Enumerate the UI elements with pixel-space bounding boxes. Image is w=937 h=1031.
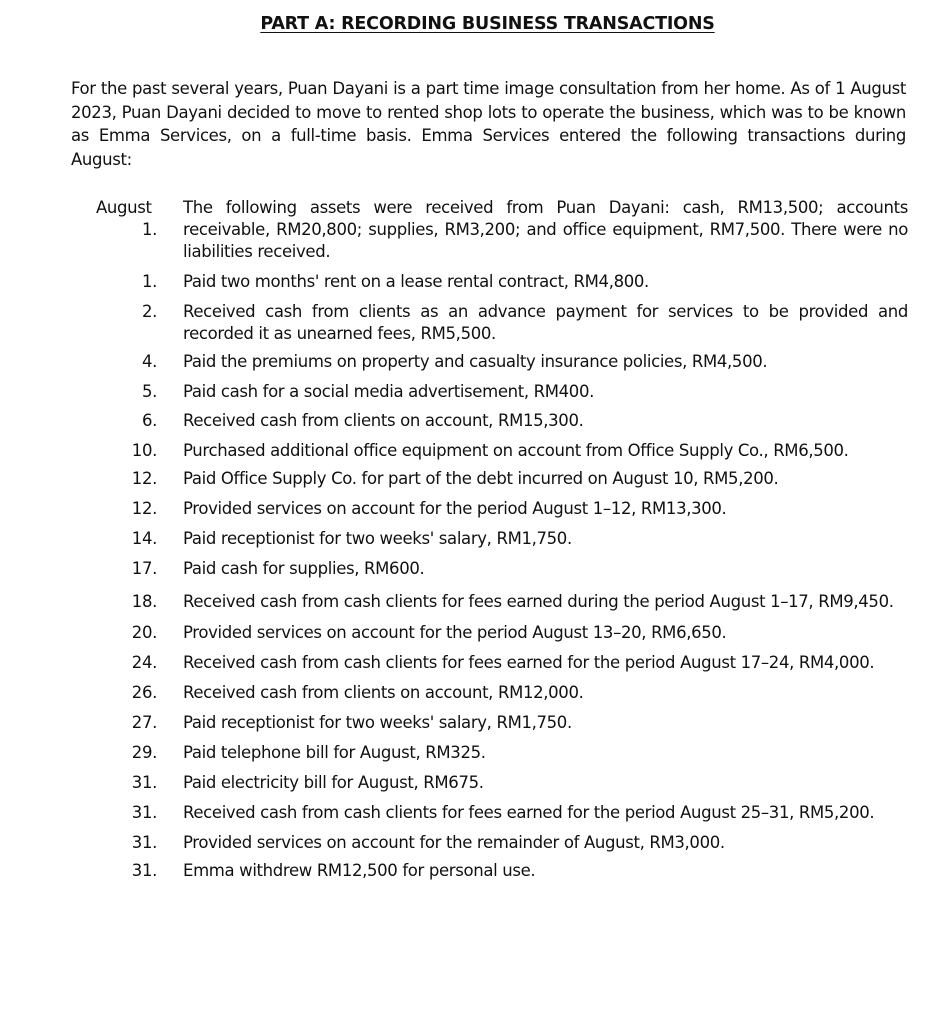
transaction-day: 31. <box>131 833 157 852</box>
transaction-day: 14. <box>131 529 157 548</box>
transaction-text: Paid cash for supplies, RM600. <box>183 559 425 578</box>
transaction-text: Received cash from cash clients for fees earned during the period August 1–17, RM9,450. <box>183 592 894 611</box>
intro-paragraph: For the past several years, Puan Dayani is a part time image consultation from her home. As of 1 August 2023, Puan Dayani decided to move to rented shop lots to operate the business, which was to be known as Emma Services, on a full-time basis. Emma Services entered the following transactions during August: <box>71 79 906 169</box>
transaction-text: Received cash from clients on account, RM12,000. <box>183 683 584 702</box>
page-title: PART A: RECORDING BUSINESS TRANSACTIONS <box>260 14 715 34</box>
transaction-day: 31. <box>131 861 157 880</box>
transaction-text: Received cash from cash clients for fees earned for the period August 25–31, RM5,200. <box>183 803 875 822</box>
transaction-text: Provided services on account for the period August 1–12, RM13,300. <box>183 499 727 518</box>
transaction-item <box>96 772 908 794</box>
transaction-item <box>96 351 908 373</box>
month-label: August <box>96 198 152 217</box>
transaction-day: 12. <box>131 469 157 488</box>
transaction-text: Paid two months' rent on a lease rental contract, RM4,800. <box>183 272 649 291</box>
transaction-day: 5. <box>141 382 157 401</box>
transaction-text: Provided services on account for the period August 13–20, RM6,650. <box>183 623 727 642</box>
transaction-text: The following assets were received from Puan Dayani: cash, RM13,500; accounts receivable, RM20,800; supplies, RM3,200; and office equipment, RM7,500. There were no liabilities received. <box>183 198 908 261</box>
transaction-text: Provided services on account for the remainder of August, RM3,000. <box>183 833 725 852</box>
transaction-day: 2. <box>141 302 157 321</box>
transaction-item <box>96 832 908 854</box>
transaction-text: Paid Office Supply Co. for part of the debt incurred on August 10, RM5,200. <box>183 469 779 488</box>
transaction-item <box>96 860 908 882</box>
transaction-text: Purchased additional office equipment on account from Office Supply Co., RM6,500. <box>183 441 849 460</box>
transaction-day: 31. <box>131 773 157 792</box>
transaction-day: 17. <box>131 559 157 578</box>
transaction-list <box>96 197 908 882</box>
transaction-day: 20. <box>131 623 157 642</box>
transaction-text: Received cash from clients on account, RM15,300. <box>183 411 584 430</box>
transaction-day: 27. <box>131 713 157 732</box>
transaction-item <box>96 468 908 490</box>
transaction-item <box>96 271 908 293</box>
transaction-item <box>96 652 908 674</box>
transaction-day: 29. <box>131 743 157 762</box>
transaction-item <box>96 301 908 345</box>
transaction-day: 4. <box>141 352 157 371</box>
transaction-item <box>96 742 908 764</box>
transaction-text: Paid electricity bill for August, RM675. <box>183 773 484 792</box>
transaction-text: Received cash from cash clients for fees earned for the period August 17–24, RM4,000. <box>183 653 875 672</box>
transaction-item <box>96 197 908 263</box>
transaction-item <box>96 802 908 824</box>
transaction-item <box>96 682 908 704</box>
transaction-item <box>96 498 908 520</box>
transaction-text: Received cash from clients as an advance payment for services to be provided and recorded it as unearned fees, RM5,500. <box>183 302 908 343</box>
transaction-item <box>96 381 908 403</box>
transaction-item <box>96 528 908 550</box>
transaction-day: 26. <box>131 683 157 702</box>
transaction-text: Paid telephone bill for August, RM325. <box>183 743 486 762</box>
transaction-text: Paid receptionist for two weeks' salary, RM1,750. <box>183 529 572 548</box>
transaction-day: 10. <box>131 441 157 460</box>
transaction-item <box>96 622 908 644</box>
transaction-item <box>96 410 908 432</box>
transaction-text: Paid receptionist for two weeks' salary, RM1,750. <box>183 713 572 732</box>
transaction-day: 18. <box>131 592 157 611</box>
transaction-item <box>96 712 908 734</box>
transaction-text: Paid the premiums on property and casualty insurance policies, RM4,500. <box>183 352 768 371</box>
transaction-day: 6. <box>141 411 157 430</box>
transaction-day: 1. <box>141 220 157 239</box>
transaction-item <box>96 440 908 462</box>
transaction-item <box>96 558 908 580</box>
transaction-day: 31. <box>131 803 157 822</box>
transaction-day: 24. <box>131 653 157 672</box>
transaction-day: 12. <box>131 499 157 518</box>
transaction-text: Emma withdrew RM12,500 for personal use. <box>183 861 536 880</box>
transaction-day: 1. <box>141 272 157 291</box>
transaction-item <box>96 591 908 613</box>
transaction-text: Paid cash for a social media advertisement, RM400. <box>183 382 594 401</box>
